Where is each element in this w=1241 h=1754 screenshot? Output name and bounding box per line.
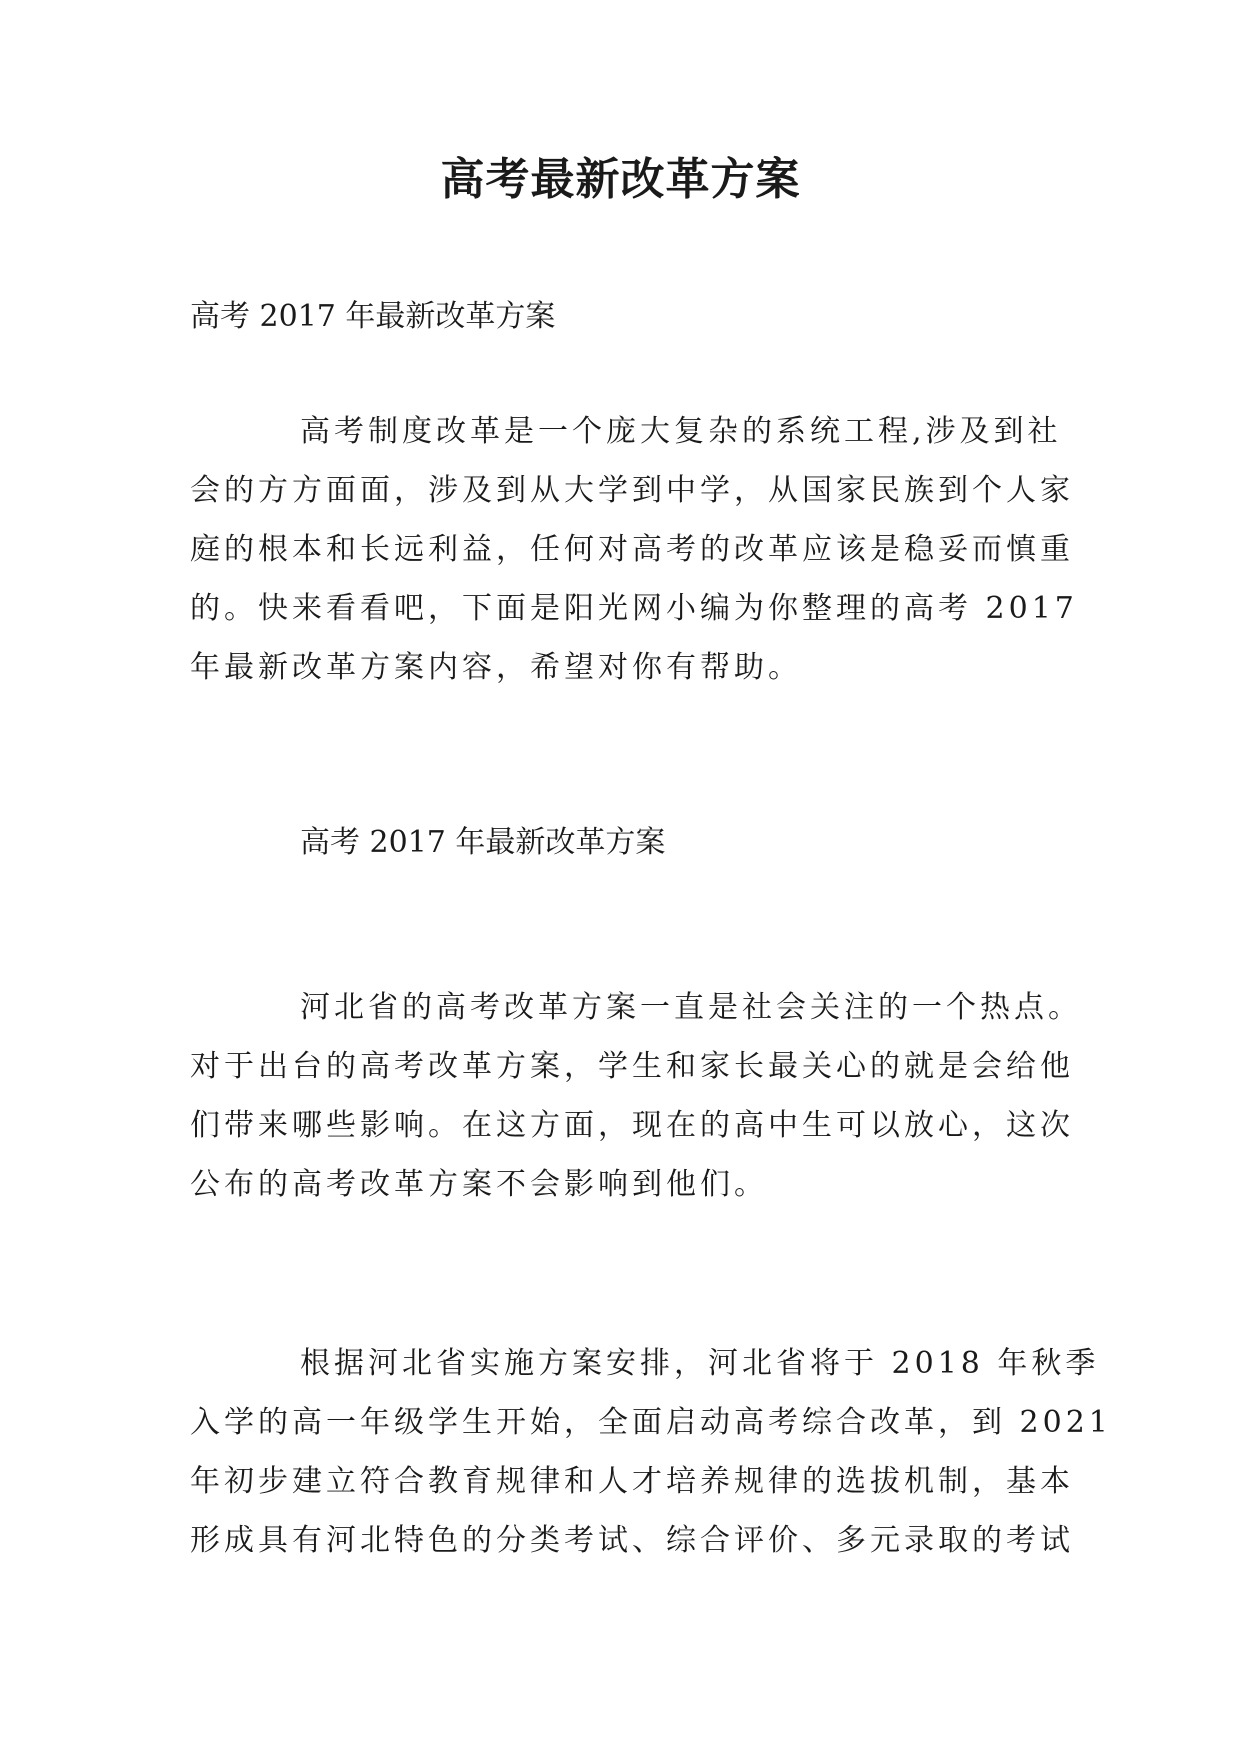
paragraph-line: 们带来哪些影响。在这方面，现在的高中生可以放心，这次 (190, 1108, 1074, 1143)
paragraph-line: 年最新改革方案内容，希望对你有帮助。 (190, 650, 802, 685)
paragraph-line: 的。快来看看吧，下面是阳光网小编为你整理的高考 2017 (190, 591, 1078, 626)
paragraph-line: 公布的高考改革方案不会影响到他们。 (190, 1167, 768, 1202)
paragraph-line: 河北省的高考改革方案一直是社会关注的一个热点。 (300, 990, 1082, 1025)
paragraph-line: 对于出台的高考改革方案，学生和家长最关心的就是会给他 (190, 1049, 1074, 1084)
paragraph-line: 高考制度改革是一个庞大复杂的系统工程,涉及到社 (300, 414, 1062, 449)
paragraph-intro (190, 402, 1078, 697)
paragraph-implementation-plan (190, 1334, 1112, 1570)
paragraph-line: 年初步建立符合教育规律和人才培养规律的选拔机制，基本 (190, 1464, 1074, 1499)
paragraph-line: 庭的根本和长远利益，任何对高考的改革应该是稳妥而慎重 (190, 532, 1074, 567)
section-heading: 高考 2017 年最新改革方案 (300, 825, 666, 860)
paragraph-line: 会的方方面面，涉及到从大学到中学，从国家民族到个人家 (190, 473, 1074, 508)
document-subheading: 高考 2017 年最新改革方案 (190, 299, 556, 334)
document-title: 高考最新改革方案 (440, 154, 801, 205)
paragraph-line: 根据河北省实施方案安排，河北省将于 2018 年秋季 (300, 1346, 1100, 1381)
paragraph-hebei-focus (190, 978, 1082, 1214)
paragraph-line: 形成具有河北特色的分类考试、综合评价、多元录取的考试 (190, 1523, 1074, 1558)
paragraph-line: 入学的高一年级学生开始，全面启动高考综合改革，到 2021 (190, 1405, 1112, 1440)
